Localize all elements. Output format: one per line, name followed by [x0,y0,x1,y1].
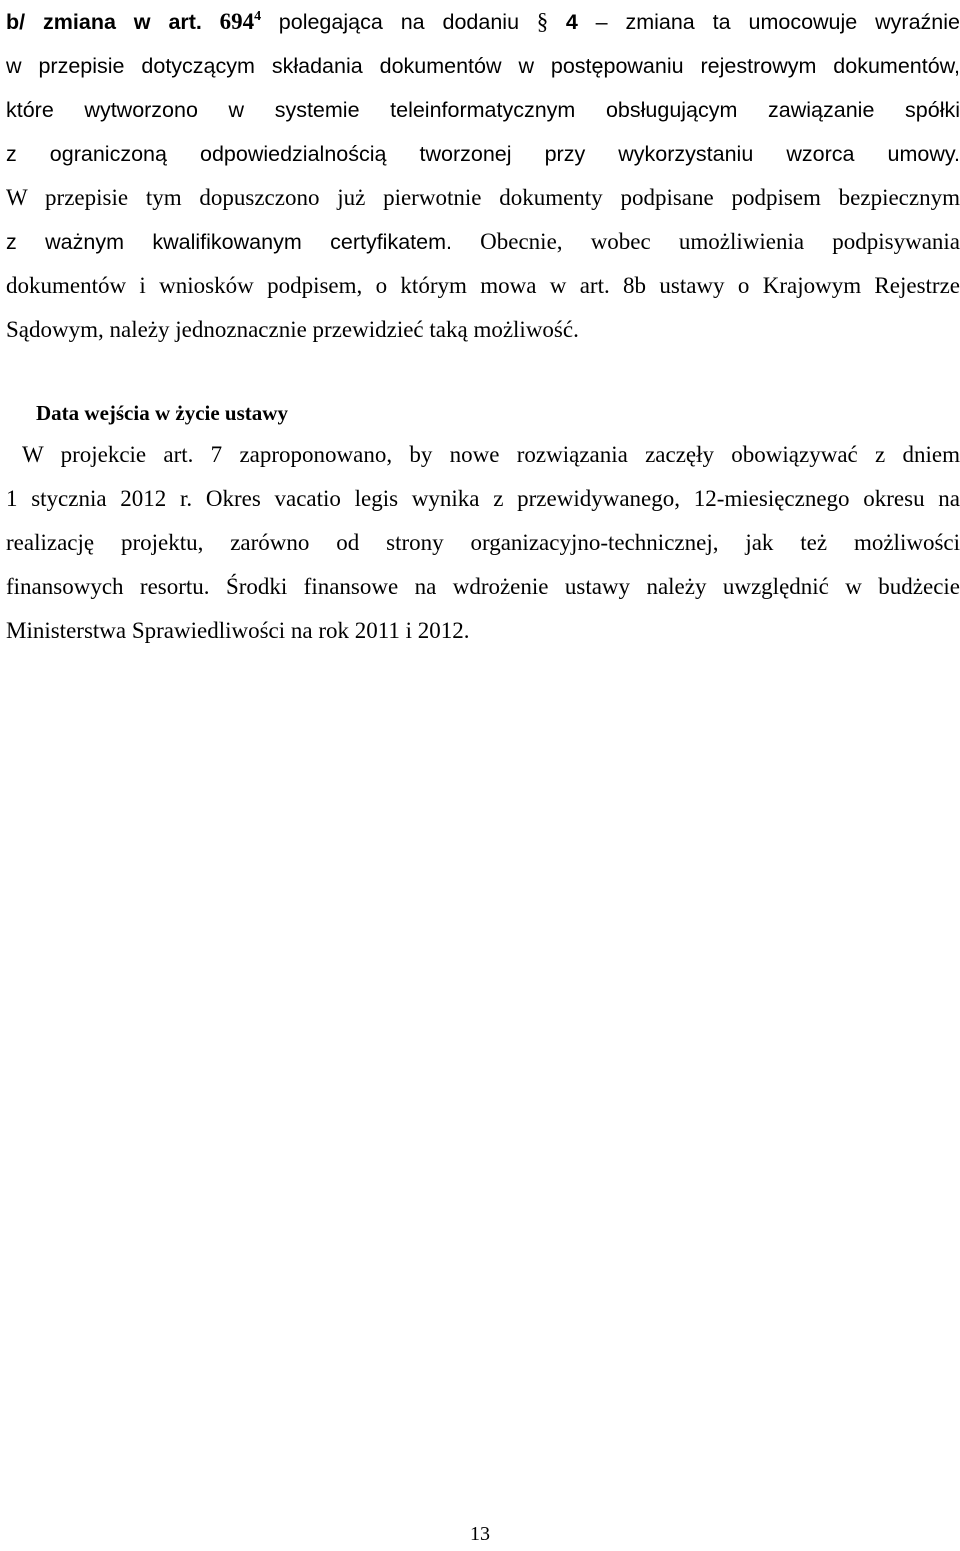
paragraph-line: realizację projektu, zarówno od strony organizacyjno-technicznej, jak też możliwości [6,530,960,555]
article-superscript: 4 [254,9,262,24]
article-number [220,9,262,34]
paragraph-line-sans-part: z ważnym kwalifikowanym certyfikatem. [6,230,452,254]
paragraph-line: W przepisie tym dopuszczono już pierwotnie dokumenty podpisane podpisem bezpiecznym [6,185,960,210]
paragraph-line: Sądowym, należy jednoznacznie przewidzieć taką możliwość. [6,317,579,342]
paragraph-line: Ministerstwa Sprawiedliwości na rok 2011 i 2012. [6,618,470,643]
paragraph-line: w przepisie dotyczącym składania dokumentów w postępowaniu rejestrowym dokumentów, [6,54,960,78]
paragraph-line: finansowych resortu. Środki finansowe na wdrożenie ustawy należy uwzględnić w budżecie [6,574,960,599]
amendment-text: polegająca na dodaniu [278,10,520,34]
paragraph-entry-into-force [6,433,960,653]
paragraph-line [6,220,960,264]
article-number-main: 694 [219,9,255,34]
paragraph-line-serif-part: Obecnie, wobec umożliwienia podpisywania [480,229,960,254]
section-heading: Data wejścia w życie ustawy [36,401,288,425]
paragraph-line: z ograniczoną odpowiedzialnością tworzonej przy wykorzystaniu wzorca umowy. [6,142,960,166]
amendment-text-continued: – zmiana ta umocowuje wyraźnie [595,10,960,34]
paragraph-line: 1 stycznia 2012 r. Okres vacatio legis wynika z przewidywanego, 12-miesięcznego okresu na [6,486,960,511]
paragraph-line: dokumentów i wniosków podpisem, o którym mowa w art. 8b ustawy o Krajowym Rejestrze [6,273,960,298]
page-number: 13 [470,1523,490,1545]
paragraph-line: W projekcie art. 7 zaproponowano, by nowe rozwiązania zaczęły obowiązywać z dniem [22,442,960,467]
paragraph-line: które wytworzono w systemie teleinformatycznym obsługującym zawiązanie spółki [6,98,960,122]
paragraph-line [6,0,960,44]
section-sign: § [536,9,549,34]
paragraph-amendment [6,0,960,352]
section-number: 4 [565,10,578,34]
amendment-label: b/ zmiana w art. [6,10,202,34]
